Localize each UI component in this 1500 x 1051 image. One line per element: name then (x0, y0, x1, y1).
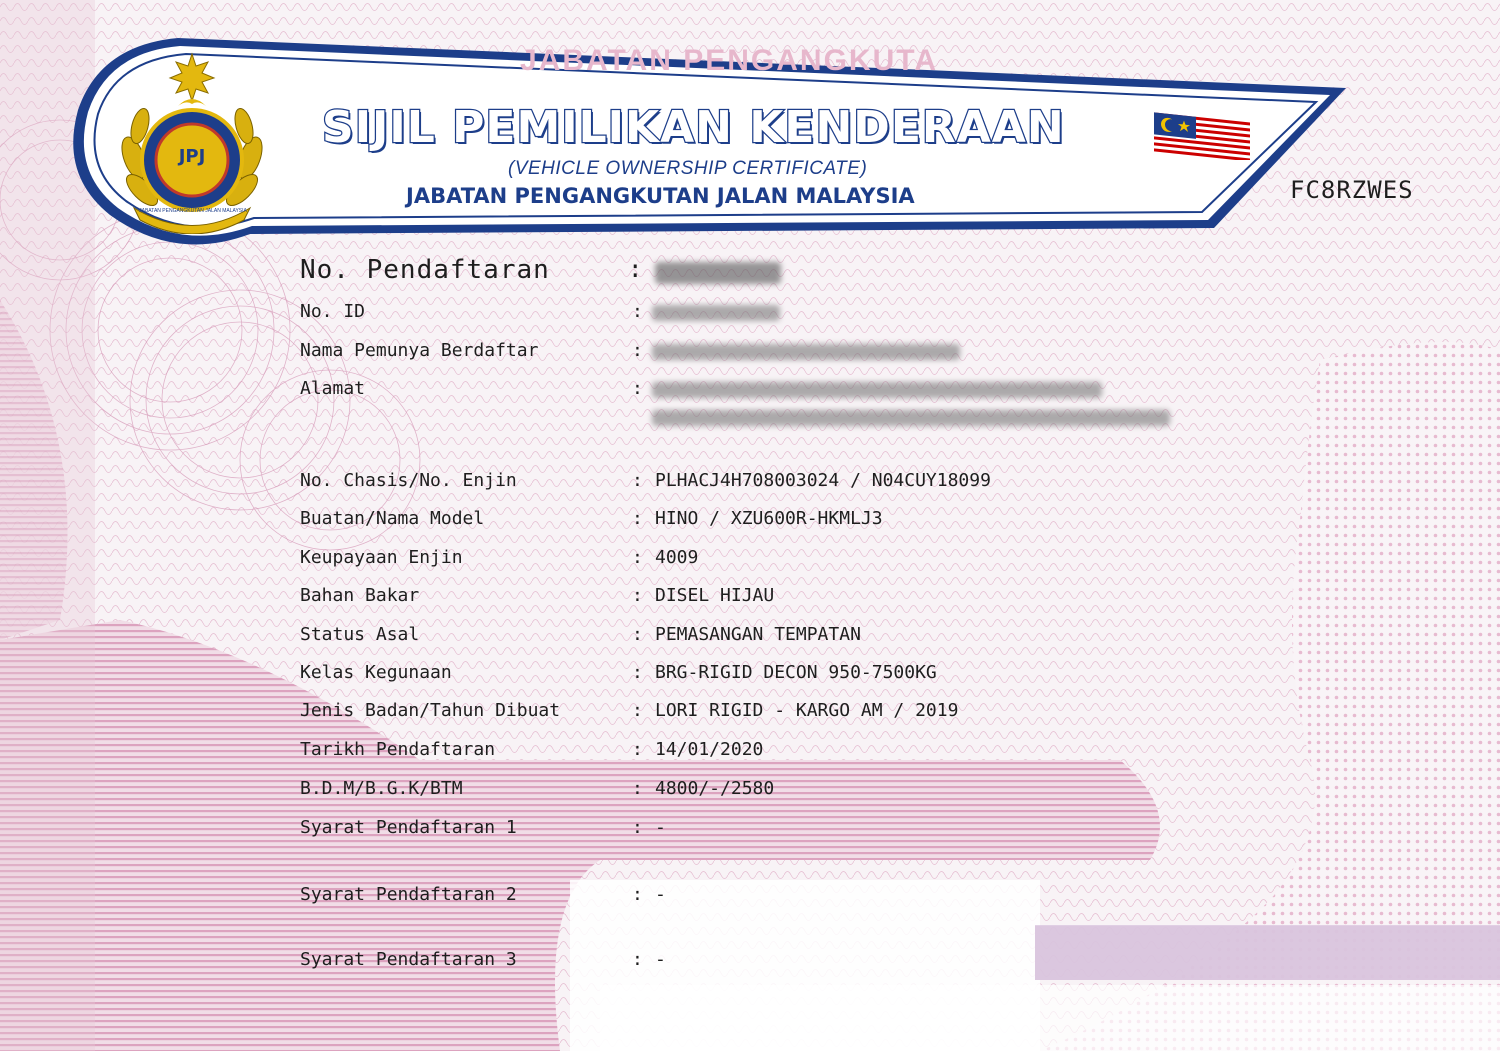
redacted-owner-name (652, 344, 960, 360)
field-colon: : (632, 624, 643, 645)
field-colon: : (632, 739, 643, 760)
field-colon: : (632, 585, 643, 606)
redacted-id-no (652, 305, 780, 321)
field-colon: : (632, 301, 643, 322)
malaysia-flag-icon (1150, 108, 1256, 160)
field-value: - (655, 884, 666, 905)
field-value: 14/01/2020 (655, 739, 764, 760)
field-value: - (655, 817, 666, 838)
field-label: No. Chasis/No. Enjin (300, 470, 517, 491)
field-colon: : (628, 255, 643, 283)
field-label: No. Pendaftaran (300, 255, 550, 285)
field-colon: : (632, 700, 643, 721)
field-value: HINO / XZU600R-HKMLJ3 (655, 508, 883, 529)
serial-number: FC8RZWES (1290, 176, 1414, 204)
field-label: Kelas Kegunaan (300, 662, 452, 683)
field-value: - (655, 949, 666, 970)
field-label: Syarat Pendaftaran 1 (300, 817, 517, 838)
field-label: Bahan Bakar (300, 585, 420, 606)
field-value: 4009 (655, 547, 699, 568)
field-value: PEMASANGAN TEMPATAN (655, 624, 861, 645)
certificate-title: SIJIL PEMILIKAN KENDERAAN (322, 102, 1065, 153)
redacted-registration-no (655, 262, 781, 284)
field-colon: : (632, 817, 643, 838)
field-label: Buatan/Nama Model (300, 508, 485, 529)
field-label: Status Asal (300, 624, 420, 645)
redacted-address-line-2 (652, 410, 1170, 426)
field-label: Keupayaan Enjin (300, 547, 463, 568)
field-label: Syarat Pendaftaran 2 (300, 884, 517, 905)
field-value: PLHACJ4H708003024 / N04CUY18099 (655, 470, 991, 491)
field-label: No. ID (300, 301, 366, 322)
field-label: Alamat (300, 378, 366, 399)
field-colon: : (632, 470, 643, 491)
field-label: Tarikh Pendaftaran (300, 739, 496, 760)
emblem-ring-text: JABATAN PENGANGKUTAN JALAN MALAYSIA (139, 208, 247, 214)
field-value: DISEL HIJAU (655, 585, 775, 606)
field-colon: : (632, 778, 643, 799)
jpj-emblem-logo (104, 48, 280, 234)
field-colon: : (632, 662, 643, 683)
department-name: JABATAN PENGANGKUTAN JALAN MALAYSIA (406, 184, 915, 208)
field-label: Syarat Pendaftaran 3 (300, 949, 517, 970)
redaction-block (1035, 926, 1500, 980)
field-colon: : (632, 508, 643, 529)
field-value: LORI RIGID - KARGO AM / 2019 (655, 700, 959, 721)
field-label: Nama Pemunya Berdaftar (300, 340, 539, 361)
field-label: Jenis Badan/Tahun Dibuat (300, 700, 561, 721)
certificate-subtitle: (VEHICLE OWNERSHIP CERTIFICATE) (508, 158, 868, 179)
svg-text:JABATAN PENGANGKUTA: JABATAN PENGANGKUTA (520, 44, 938, 77)
field-colon: : (632, 884, 643, 905)
field-colon: : (632, 949, 643, 970)
field-colon: : (632, 340, 643, 361)
field-colon: : (632, 378, 643, 399)
field-value: BRG-RIGID DECON 950-7500KG (655, 662, 937, 683)
field-value: 4800/-/2580 (655, 778, 775, 799)
field-colon: : (632, 547, 643, 568)
field-label: B.D.M/B.G.K/BTM (300, 778, 463, 799)
emblem-initials: JPJ (178, 146, 206, 167)
redacted-address-line-1 (652, 382, 1102, 398)
